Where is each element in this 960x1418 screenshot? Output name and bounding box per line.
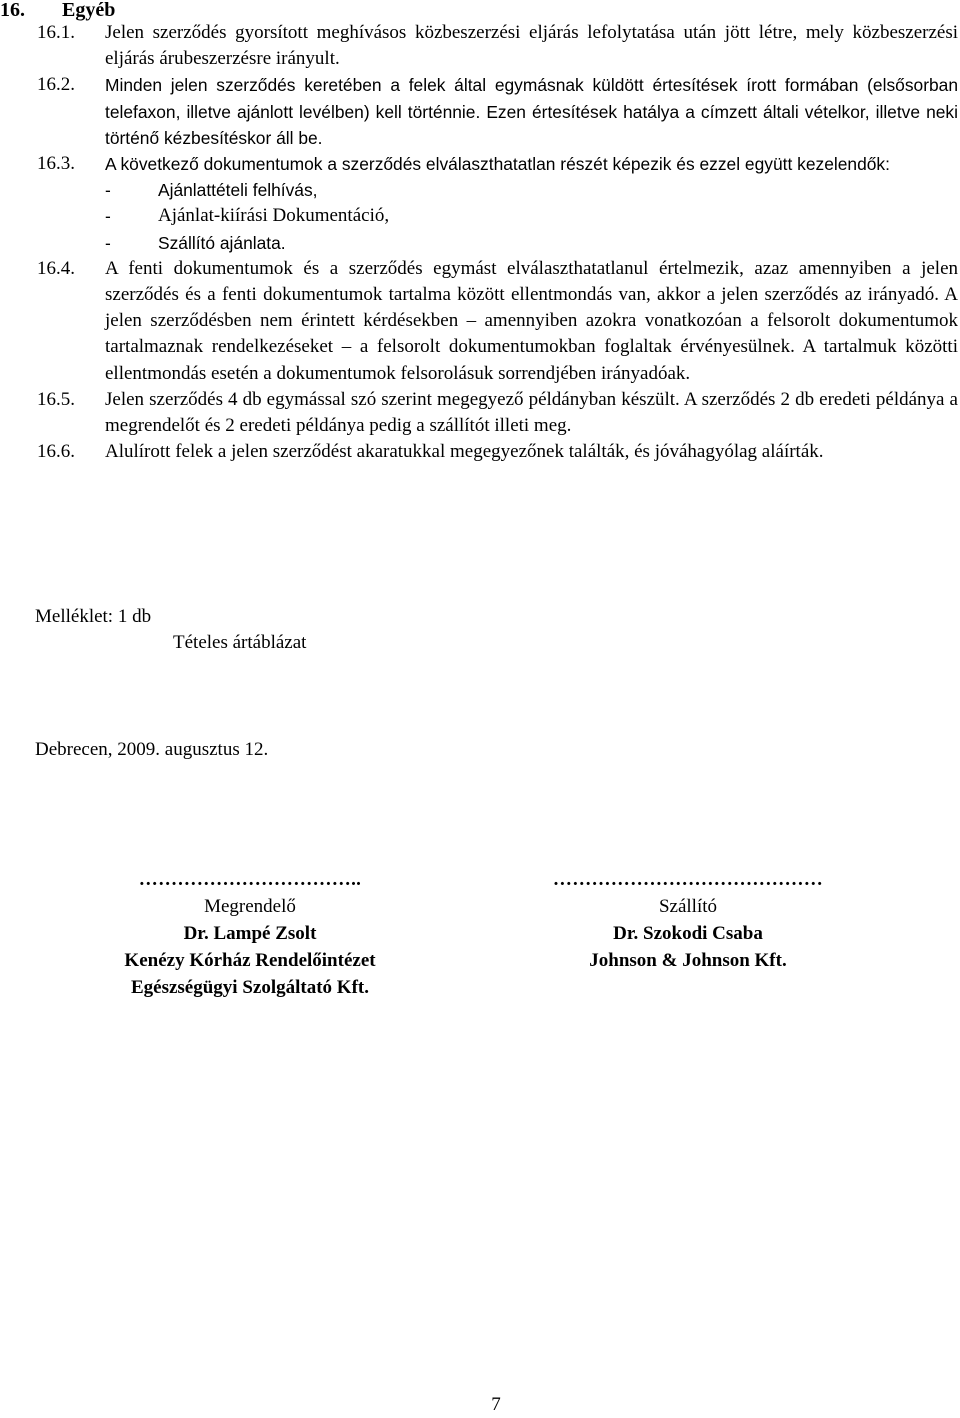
page-number: 7	[491, 1394, 501, 1415]
signature-line: ……………………………………	[552, 869, 824, 890]
section-number: 16.	[0, 0, 25, 21]
signatory-role: Megrendelő	[204, 896, 296, 917]
clause-16-1	[0, 20, 958, 72]
attachment-label: Melléklet: 1 db	[35, 606, 152, 627]
clause-number: 16.4.	[37, 257, 75, 279]
clause-text: Jelen szerződés 4 db egymással szó szerint megegyező példányban készült. A szerződés 2 db eredeti példánya a megrendelőt és 2 eredeti példánya pedig a szállítót illeti meg.	[105, 388, 958, 437]
clause-number: 16.2.	[37, 74, 75, 96]
list-item: - Ajánlat-kiírási Dokumentáció,	[105, 205, 390, 227]
attachment-name: Tételes ártáblázat	[173, 632, 307, 653]
clause-number: 16.1.	[37, 22, 75, 43]
document-list	[105, 177, 958, 256]
clause-number: 16.5.	[37, 388, 75, 410]
signatory-organization: Egészségügyi Szolgáltató Kft.	[130, 977, 369, 998]
list-item: - Szállító ajánlata.	[105, 232, 286, 253]
clause-list	[0, 20, 958, 465]
clause-16-6	[0, 439, 958, 465]
section-title: Egyéb	[62, 0, 116, 21]
clause-16-2	[0, 72, 958, 151]
clause-number: 16.6.	[37, 441, 75, 463]
signatory-organization: Johnson & Johnson Kft.	[589, 950, 787, 971]
signatory-role: Szállító	[658, 896, 718, 917]
signatory-name: Dr. Szokodi Csaba	[613, 923, 763, 944]
clause-text: Jelen szerződés gyorsított meghívásos közbeszerzési eljárás lefolytatása után jött létre, mely közbeszerzési eljárás árubeszerzésre irányult.	[105, 22, 958, 70]
clause-16-4	[0, 256, 958, 387]
clause-16-5	[0, 387, 958, 439]
clause-number: 16.3.	[37, 153, 75, 175]
clause-16-3	[0, 151, 958, 256]
signatory-name: Dr. Lampé Zsolt	[183, 923, 317, 944]
clause-text: Minden jelen szerződés keretében a felek által egymásnak küldött értesítések írott formában (elsősorban telefaxon, illetve ajánlott levélben) kell történnie. Ezen értesítések hatálya a címzett általi vételkor, illetve neki történő kézbesítéskor áll be.	[105, 75, 958, 148]
signature-block-customer	[70, 866, 430, 1001]
clause-text: Alulírott felek a jelen szerződést akaratukkal megegyezőnek találták, és jóváhagyólag aláírták.	[105, 441, 824, 463]
signature-line: ……………………………..	[138, 869, 362, 890]
clause-text: A következő dokumentumok a szerződés elválaszthatatlan részét képezik és ezzel együtt kezelendők: - Ajánlattételi felhívás, - Ajánlat-kiírási Dokumentáció, - Szállító ajánlata.	[105, 151, 958, 256]
list-item: - Ajánlattételi felhívás,	[105, 180, 318, 201]
signing-date: Debrecen, 2009. augusztus 12.	[35, 739, 269, 760]
clause-text: A fenti dokumentumok és a szerződés egymást elválaszthatatlanul értelmezik, azaz amennyiben a jelen szerződés és a fenti dokumentumok tartalma között ellentmondás van, akkor a jelen szerződés az irányadó. A jelen szerződésben nem érintett kérdésekben – amennyiben azokra vonatkozóan a felsorolt dokumentumok tartalmaznak rendelkezéseket – a felsorolt dokumentumokban foglaltak érvényesülnek. A tartalmuk közötti ellentmondás esetén a dokumentumok felsorolásuk sorrendjében irányadóak.	[105, 257, 958, 384]
signature-block-supplier	[508, 866, 868, 974]
signatory-organization: Kenézy Kórház Rendelőintézet	[124, 950, 376, 971]
